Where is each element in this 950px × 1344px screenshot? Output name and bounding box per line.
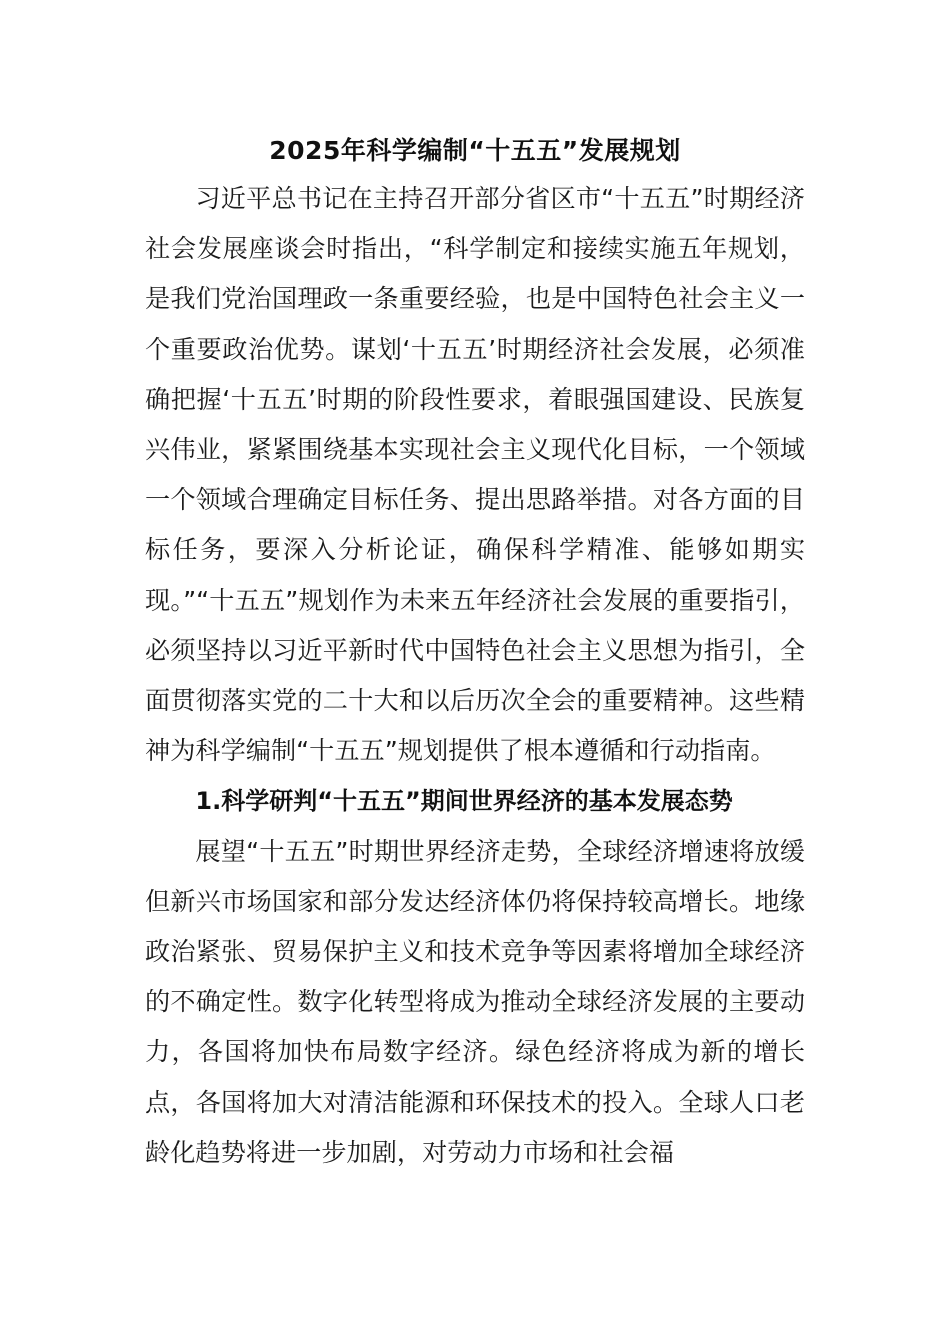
document-page: [145, 128, 805, 1178]
section-1-paragraph: 展望“十五五”时期世界经济走势，全球经济增速将放缓但新兴市场国家和部分发达经济体仍将保持较高增长。地缘政治紧张、贸易保护主义和技术竞争等因素将增加全球经济的不确定性。数字化转型将成为推动全球经济发展的主要动力，各国将加快布局数字经济。绿色经济将成为新的增长点，各国将加大对清洁能源和环保技术的投入。全球人口老龄化趋势将进一步加剧，对劳动力市场和社会福: [145, 836, 805, 1167]
document-title: 2025年科学编制“十五五”发展规划: [269, 136, 681, 165]
intro-paragraph: 习近平总书记在主持召开部分省区市“十五五”时期经济社会发展座谈会时指出，“科学制定和接续实施五年规划，是我们党治国理政一条重要经验，也是中国特色社会主义一个重要政治优势。谋划‘十五五’时期经济社会发展，必须准确把握‘十五五’时期的阶段性要求，着眼强国建设、民族复兴伟业，紧紧围绕基本实现社会主义现代化目标，一个领域一个领域合理确定目标任务、提出思路举措。对各方面的目标任务，要深入分析论证，确保科学精准、能够如期实现。”“十五五”规划作为未来五年经济社会发展的重要指引，必须坚持以习近平新时代中国特色社会主义思想为指引，全面贯彻落实党的二十大和以后历次全会的重要精神。这些精神为科学编制“十五五”规划提供了根本遵循和行动指南。: [145, 184, 805, 766]
section-1-heading: 1.科学研判“十五五”期间世界经济的基本发展态势: [195, 787, 733, 816]
